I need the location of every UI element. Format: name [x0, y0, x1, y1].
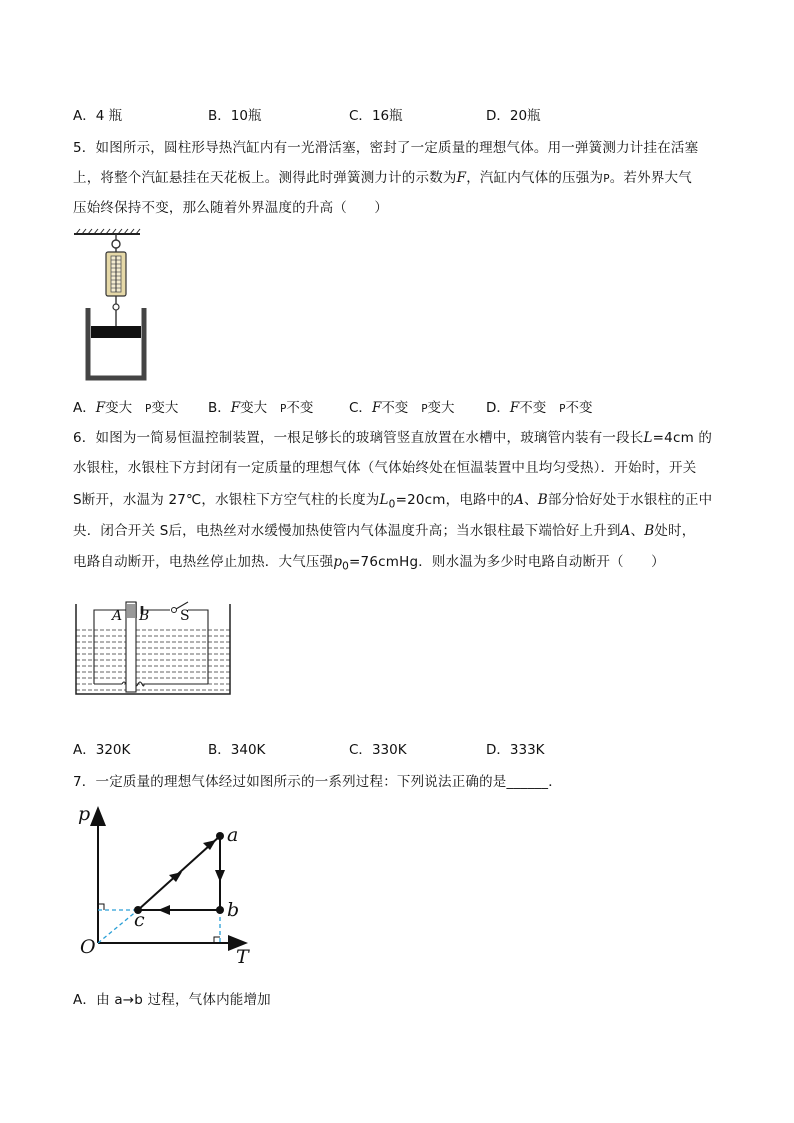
graph-xlabel-t: T	[236, 946, 249, 968]
q5-line-2: 上，将整个汽缸悬挂在天花板上。测得此时弹簧测力计的示数为F，汽缸内气体的压强为P。若外界大气	[73, 170, 692, 186]
ceiling	[74, 229, 140, 234]
point-b	[216, 906, 224, 914]
q6-line-1: 6．如图为一简易恒温控制装置，一根足够长的玻璃管竖直放置在水槽中，玻璃管内装有一段长L=4cm 的	[73, 430, 713, 446]
q6-label-s: S	[180, 608, 190, 624]
glass-tube	[126, 602, 136, 692]
dashed-guides	[98, 910, 220, 943]
q5-option-c: C．F不变 P变大	[349, 400, 455, 416]
q7-line-1: 7．一定质量的理想气体经过如图所示的一系列过程：下列说法正确的是______．	[73, 774, 562, 790]
graph-label-b: b	[227, 899, 240, 921]
q6-label-a: A	[112, 608, 123, 624]
q4-option-a: A．4 瓶	[73, 108, 123, 124]
q6-option-c: C．330K	[349, 742, 407, 758]
q4-option-b: B．10瓶	[208, 108, 262, 124]
q6-line-4: 央．闭合开关 S后，电热丝对水缓慢加热使管内气体温度升高；当水银柱最下端恰好上升到A、B处时，	[73, 523, 696, 539]
q5-line-1: 5．如图所示，圆柱形导热汽缸内有一光滑活塞，密封了一定质量的理想气体。用一弹簧测力计挂在活塞	[73, 140, 699, 156]
graph-label-a: a	[227, 824, 239, 846]
q6-option-a: A．320K	[73, 742, 131, 758]
graph-label-c: c	[134, 909, 145, 931]
tank	[76, 604, 230, 694]
q6-line-3: S断开，水温为 27℃，水银柱下方空气柱的长度为$L_0=20cm$，电路中的A、B部分恰好处于水银柱的正中	[73, 492, 713, 511]
q4-option-d: D．20瓶	[486, 108, 541, 124]
q6-thermostat-figure	[70, 596, 235, 700]
q6-option-b: B．340K	[208, 742, 266, 758]
water-lines	[76, 630, 230, 690]
q5-line-3: 压始终保持不变，那么随着外界温度的升高（ ）	[73, 200, 389, 216]
direction-arrows	[158, 840, 225, 915]
graph-origin-o: O	[80, 936, 96, 958]
q5-option-d: D．F不变 P不变	[486, 400, 593, 416]
q5-cylinder-figure	[70, 226, 170, 386]
arrow-a-to-b	[215, 870, 225, 882]
spring-scale	[106, 234, 126, 326]
graph-ylabel-p: p	[78, 803, 91, 825]
q5-option-a: A．F变大 P变大	[73, 400, 179, 416]
q4-option-c: C．16瓶	[349, 108, 403, 124]
q6-line-2: 水银柱，水银柱下方封闭有一定质量的理想气体（气体始终处在恒温装置中且均匀受热）．开始时，开关	[73, 460, 697, 476]
arrow-b-to-c	[158, 905, 170, 915]
q6-label-b: B	[139, 608, 150, 624]
q7-option-a: A．由 a→b 过程，气体内能增加	[73, 992, 271, 1008]
q6-line-5: 电路自动断开，电热丝停止加热．大气压强$p_0=76cmHg$．则水温为多少时电路自动断开（ ）	[73, 554, 665, 573]
point-a	[216, 832, 224, 840]
q6-option-d: D．333K	[486, 742, 545, 758]
q5-option-b: B．F变大 P不变	[208, 400, 314, 416]
